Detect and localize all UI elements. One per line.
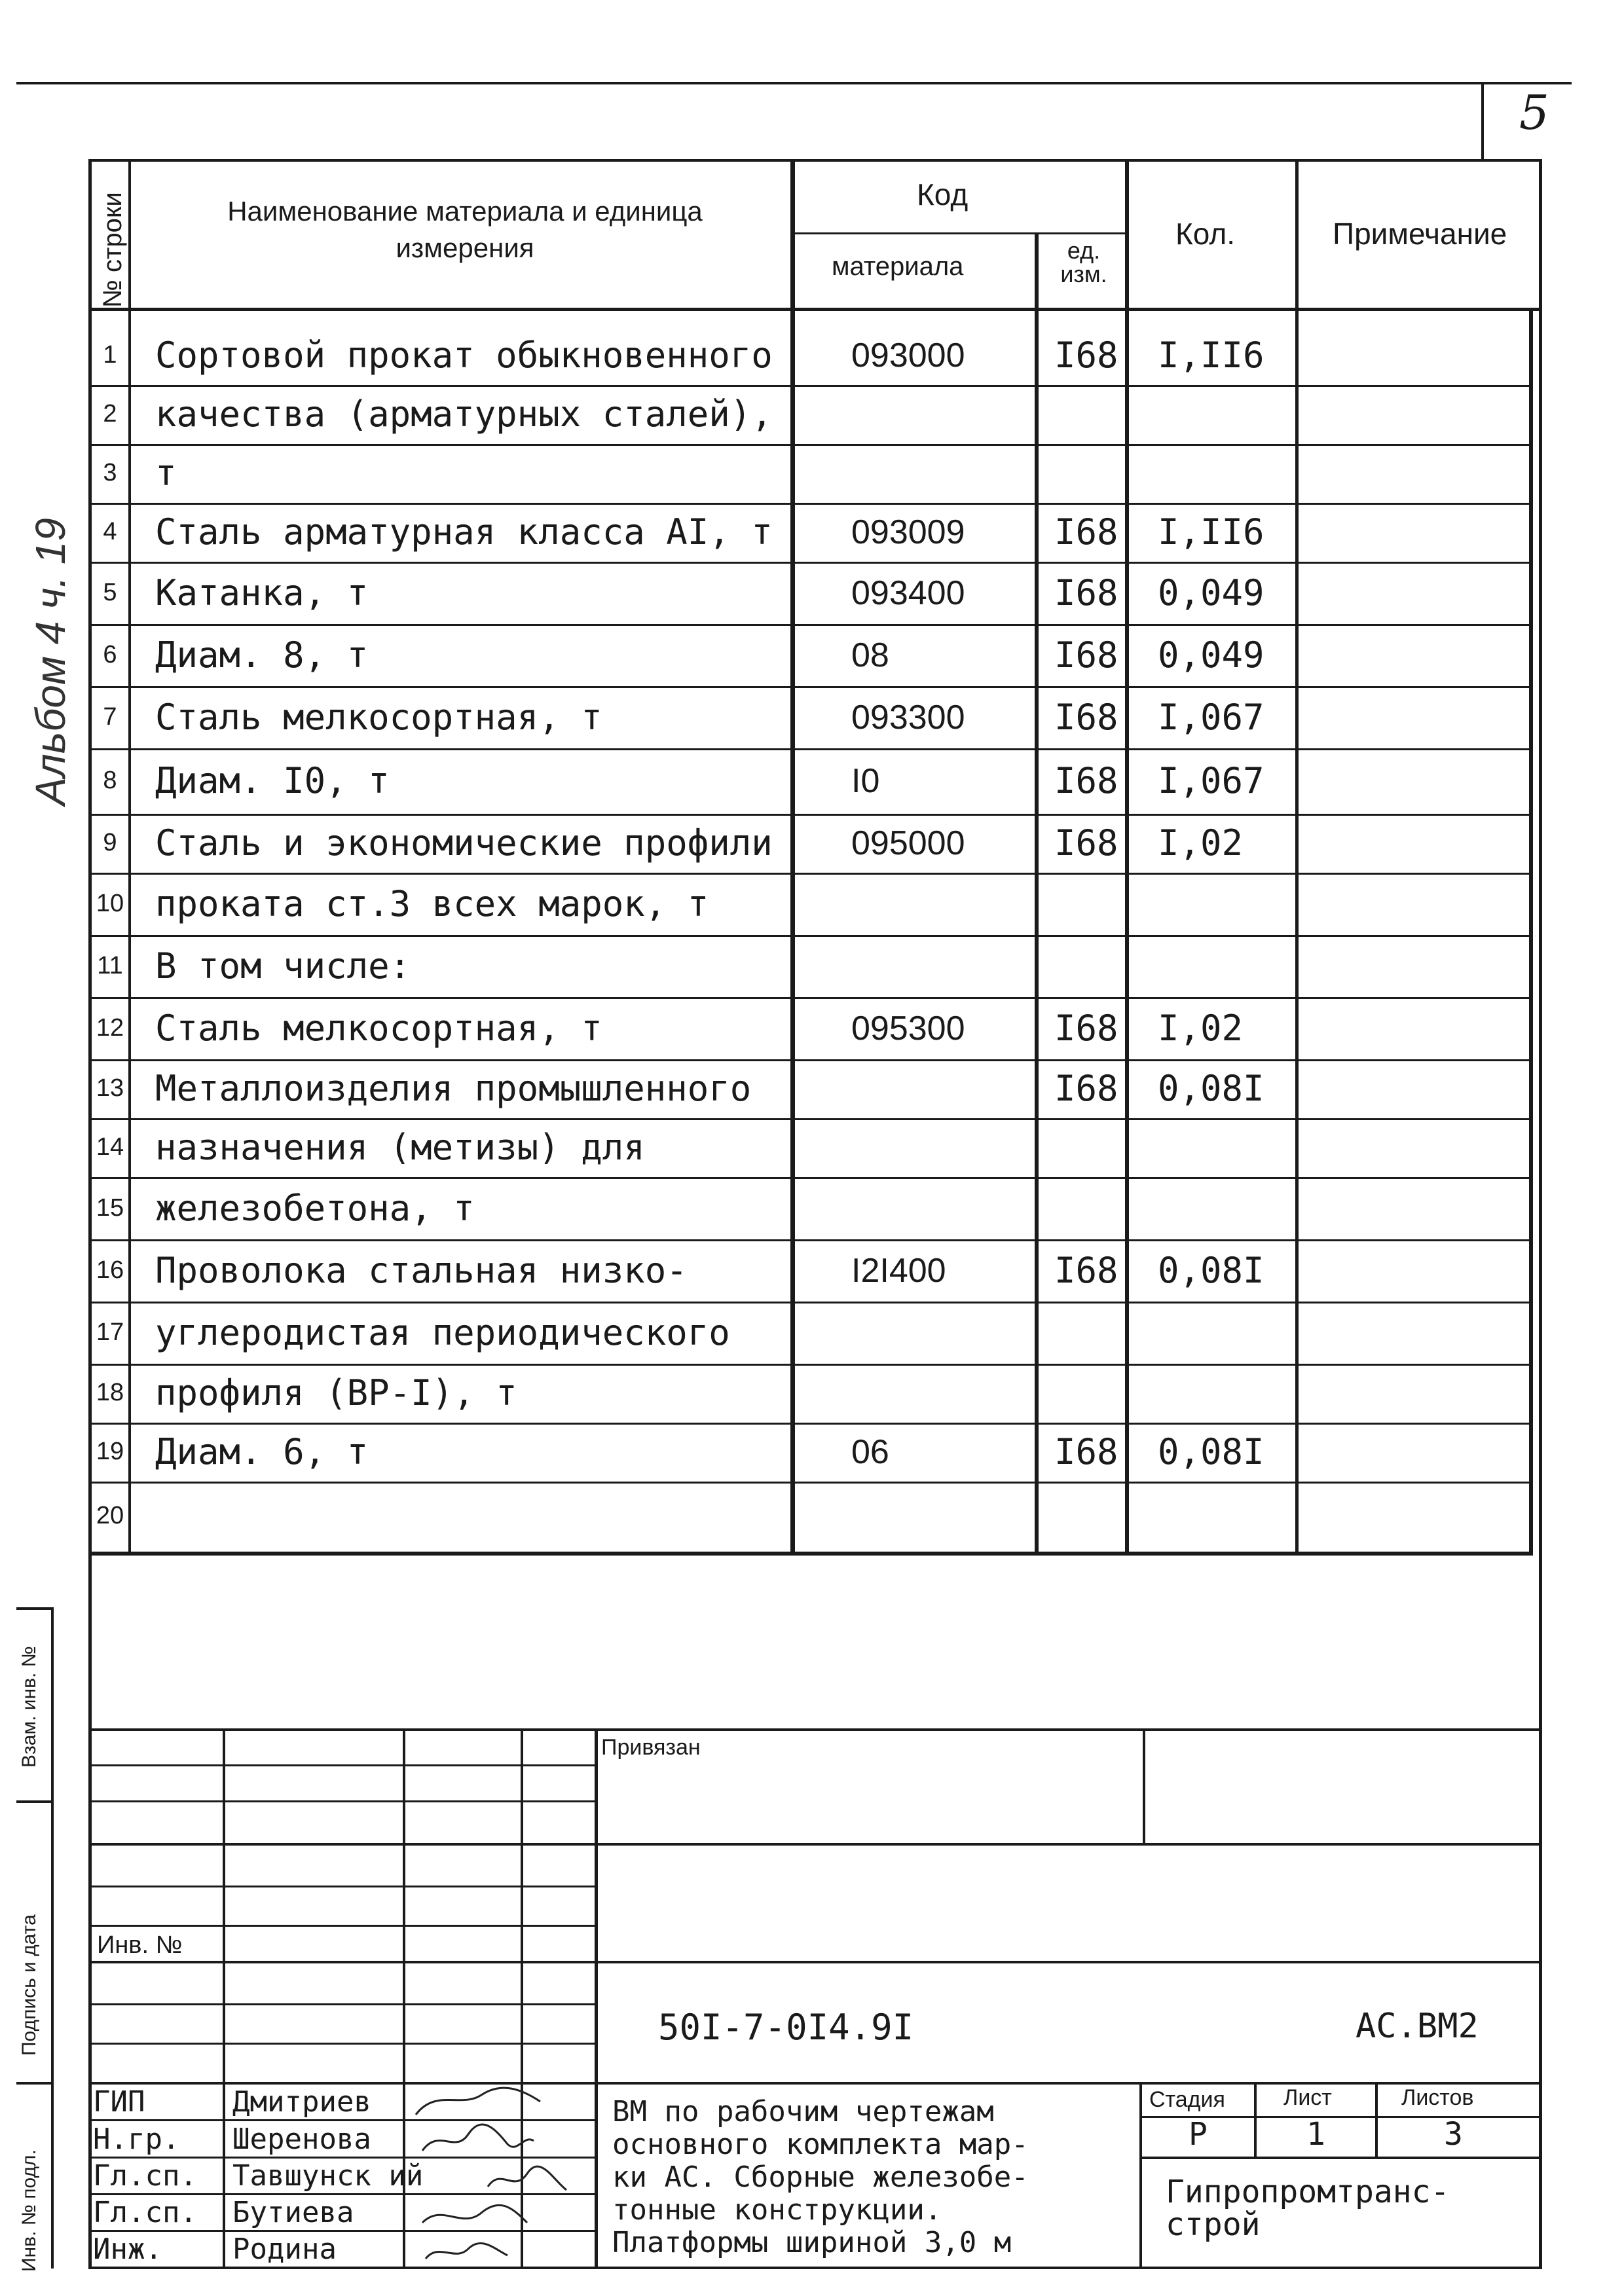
row-separator [90, 686, 1530, 688]
header-bottom [88, 308, 1542, 311]
material-name: назначения (метизы) для [155, 1127, 645, 1168]
row-number: 3 [103, 459, 117, 486]
tb-vcol-stage [1139, 2082, 1142, 2269]
tb-line-6 [88, 1961, 1542, 1963]
page-number-box-left [1481, 82, 1484, 159]
material-code: 095000 [851, 824, 965, 862]
tb-line-2 [88, 1800, 596, 1802]
header-row-number: № строки [98, 192, 127, 308]
material-name: Катанка, т [155, 572, 369, 613]
material-name: Сталь мелкосортная, т [155, 1007, 602, 1049]
organization-line-2: строй [1166, 2206, 1261, 2243]
material-code: 095300 [851, 1009, 965, 1048]
material-name: Диам. 8, т [155, 634, 369, 676]
material-name: железобетона, т [155, 1187, 475, 1229]
signature-scribbles [409, 2082, 580, 2272]
quantity: I,02 [1158, 1007, 1244, 1049]
row-number: 8 [103, 767, 117, 794]
row-number: 1 [103, 341, 117, 369]
row-number: 6 [103, 640, 117, 668]
unit-code: I68 [1054, 1007, 1118, 1049]
stamp-label-signature: Подпись и дата [18, 1914, 40, 2056]
row-separator [90, 935, 1530, 937]
material-name: В том числе: [155, 945, 411, 987]
tb-stage-bottom [1139, 2157, 1542, 2159]
unit-code: I68 [1054, 822, 1118, 864]
quantity: 0,049 [1158, 572, 1264, 613]
row-separator [90, 385, 1530, 387]
material-name: проката ст.3 всех марок, т [155, 883, 709, 924]
signature-mark-3 [488, 2166, 566, 2190]
quantity: I,02 [1158, 822, 1244, 864]
row-separator [90, 873, 1530, 875]
stage-label: Стадия [1149, 2087, 1225, 2112]
row-separator [90, 1177, 1530, 1179]
header-code-sep [792, 232, 1126, 234]
tb-stage-sep-2 [1375, 2082, 1378, 2157]
unit-code: I68 [1054, 572, 1118, 613]
material-name: Сталь арматурная класса AI, т [155, 511, 773, 553]
row-number: 12 [96, 1013, 124, 1042]
header-name: Наименование материала и единица измерения [227, 196, 703, 263]
material-name: Сортовой прокат обыкновенного [155, 335, 773, 376]
tb-vcol-privyazan [1143, 1728, 1145, 1843]
material-name: углеродистая периодического [155, 1311, 730, 1353]
row-separator [90, 1239, 1530, 1241]
tb-line-9 [88, 2082, 1542, 2085]
sig-role-2: Н.гр. [93, 2123, 180, 2156]
material-name: Диам. I0, т [155, 760, 390, 801]
sheet-label: Лист [1283, 2085, 1332, 2110]
row-separator [90, 1482, 1530, 1484]
row-separator [90, 1118, 1530, 1120]
row-number: 9 [103, 829, 117, 856]
row-separator [90, 1302, 1530, 1303]
row-number: 20 [96, 1501, 124, 1529]
header-unit: ед. изм. [1060, 237, 1107, 287]
sig-role-3: Гл.сп. [93, 2159, 197, 2193]
material-code: 093400 [851, 574, 965, 612]
unit-code: I68 [1054, 335, 1118, 376]
sig-name-5: Родина [232, 2232, 337, 2266]
row-separator [90, 562, 1530, 564]
material-name: профиля (ВР-I), т [155, 1372, 517, 1413]
col-line-end [1529, 308, 1533, 1554]
row-number: 10 [96, 889, 124, 917]
tb-line-8 [88, 2043, 596, 2045]
material-name: Сталь и экономические профили [155, 822, 773, 864]
unit-code: I68 [1054, 511, 1118, 553]
material-name: Проволока стальная низко- [155, 1249, 688, 1291]
description-line-2: основного комплекта мар- [612, 2128, 1029, 2161]
signature-mark-2 [422, 2124, 534, 2151]
unit-code: I68 [1054, 634, 1118, 676]
sig-name-3: Тавшунск ий [232, 2159, 424, 2193]
row-number: 5 [103, 578, 117, 606]
frame-top [88, 159, 1542, 162]
col-line-unit [1035, 232, 1039, 1554]
header-code: Код [917, 177, 969, 211]
unit-code: I68 [1054, 1431, 1118, 1472]
material-code: I2I400 [851, 1251, 946, 1290]
header-material: материала [832, 252, 964, 281]
signature-mark-1 [416, 2088, 540, 2115]
quantity: 0,08I [1158, 1431, 1264, 1472]
row-separator [90, 1059, 1530, 1061]
row-number: 18 [96, 1379, 124, 1406]
description-line-4: тонные конструкции. [612, 2193, 942, 2227]
top-rule [16, 82, 1572, 84]
quantity: I,067 [1158, 760, 1264, 801]
sig-name-4: Бутиева [232, 2196, 354, 2229]
quantity: 0,08I [1158, 1249, 1264, 1291]
tb-vcol-1 [223, 1728, 225, 2269]
sheet-value: 1 [1306, 2116, 1325, 2153]
row-number: 4 [103, 518, 117, 545]
quantity: 0,08I [1158, 1068, 1264, 1109]
stamp-label-replaces: Взам. инв. № [18, 1646, 40, 1768]
material-name: Сталь мелкосортная, т [155, 696, 602, 738]
row-separator [90, 748, 1530, 750]
row-number: 17 [96, 1318, 124, 1346]
quantity: I,067 [1158, 696, 1264, 738]
signature-mark-5 [426, 2243, 507, 2259]
frame-bottom [88, 2267, 1542, 2269]
doc-code: 50I-7-0I4.9I [658, 2007, 914, 2048]
material-code: 08 [851, 636, 889, 674]
unit-code: I68 [1054, 1249, 1118, 1291]
doc-mark: АС.ВМ2 [1356, 2007, 1479, 2046]
description-line-3: ки АС. Сборные железобе- [612, 2160, 1029, 2194]
unit-code: I68 [1054, 696, 1118, 738]
stamp-strip-div1 [16, 1607, 52, 1610]
row-separator [90, 1423, 1530, 1425]
row-number: 2 [103, 400, 117, 428]
tb-line-7 [88, 2003, 596, 2005]
quantity: 0,049 [1158, 634, 1264, 676]
col-line-note [1295, 159, 1299, 1554]
row-separator [90, 997, 1530, 999]
material-name: качества (арматурных сталей), [155, 393, 773, 435]
tb-top [88, 1728, 1542, 1731]
inv-no-label: Инв. № [97, 1931, 183, 1959]
sig-name-2: Шеренова [232, 2123, 371, 2156]
sig-role-4: Гл.сп. [93, 2196, 197, 2229]
tb-vcol-4 [595, 1728, 598, 2269]
unit-code: I68 [1054, 1068, 1118, 1109]
stamp-label-inv-orig: Инв. № подл. [18, 2149, 40, 2272]
privyazan-label: Привязан [601, 1735, 701, 1760]
header-note: Примечание [1333, 217, 1507, 251]
row-separator [90, 503, 1530, 505]
row-number: 14 [96, 1133, 124, 1161]
col-line-qty [1125, 159, 1129, 1554]
page-number: 5 [1519, 85, 1549, 140]
margin-note: Альбом 4 ч. 19 [27, 518, 74, 805]
tb-line-1 [88, 1764, 596, 1766]
material-name: т [155, 452, 177, 494]
material-code: 093000 [851, 337, 965, 374]
row-separator [90, 624, 1530, 626]
material-name: Металлоизделия промышленного [155, 1068, 752, 1109]
sheets-label: Листов [1401, 2085, 1474, 2110]
row-separator [90, 1364, 1530, 1366]
row-number: 16 [96, 1256, 124, 1284]
organization-line-1: Гипропромтранс- [1166, 2174, 1450, 2210]
sheets-value: 3 [1444, 2116, 1463, 2153]
stage-value: Р [1189, 2116, 1208, 2153]
row-number: 13 [96, 1074, 124, 1102]
signature-mark-4 [422, 2205, 527, 2223]
sig-name-1: Дмитриев [232, 2085, 371, 2119]
unit-code: I68 [1054, 760, 1118, 801]
tb-line-5 [88, 1925, 596, 1927]
row-number: 11 [97, 951, 123, 979]
header-qty: Кол. [1175, 217, 1235, 251]
quantity: I,II6 [1158, 511, 1264, 553]
quantity: I,II6 [1158, 335, 1264, 376]
material-name: Диам. 6, т [155, 1431, 369, 1472]
material-code: I0 [851, 762, 880, 800]
tb-stage-sep-1 [1254, 2082, 1257, 2157]
row-number: 7 [103, 702, 117, 731]
description-line-5: Платформы шириной 3,0 м [612, 2226, 1012, 2259]
tb-line-3 [88, 1843, 1542, 1846]
frame-right [1539, 159, 1542, 2269]
material-code: 093300 [851, 698, 965, 737]
material-code: 06 [851, 1433, 889, 1471]
row-number: 15 [96, 1194, 124, 1222]
stamp-strip-div3 [16, 2082, 52, 2085]
tb-line-4 [88, 1886, 596, 1887]
sig-role-1: ГИП [93, 2085, 145, 2119]
row-number: 19 [96, 1438, 124, 1465]
row-separator [90, 444, 1530, 446]
stamp-strip-div2 [16, 1800, 52, 1803]
row-separator [90, 814, 1530, 816]
stamp-strip-right [51, 1607, 54, 2269]
description-line-1: ВМ по рабочим чертежам [612, 2095, 994, 2128]
sig-role-5: Инж. [93, 2232, 162, 2266]
table-bottom [88, 1552, 1533, 1556]
col-line-code [790, 159, 795, 1554]
material-code: 093009 [851, 513, 965, 551]
